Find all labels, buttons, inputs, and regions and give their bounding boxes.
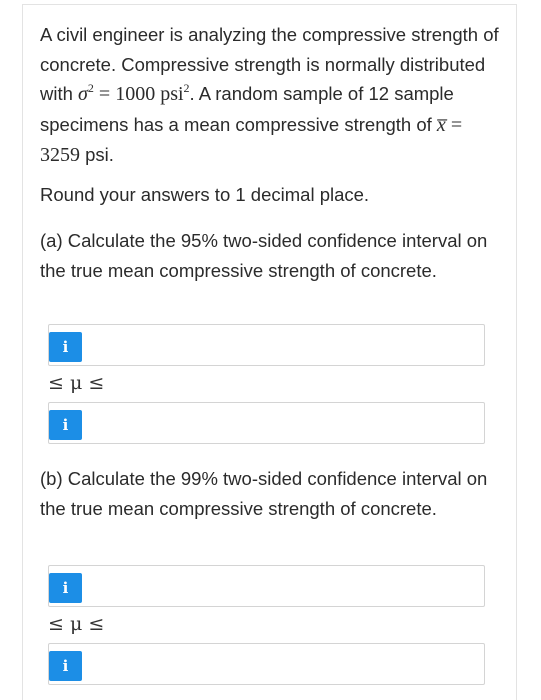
part-a-between-symbol: ≤ μ ≤ — [48, 372, 105, 394]
xbar-symbol: x̅ — [436, 113, 446, 136]
info-icon[interactable]: i — [49, 332, 82, 362]
info-icon[interactable]: i — [49, 573, 82, 603]
intro-end-text: psi. — [80, 144, 114, 165]
psi-exponent: 2 — [183, 81, 190, 95]
xbar-value: = 3259 — [40, 113, 463, 166]
sigma-value: = 1000 psi — [93, 83, 184, 105]
part-b-upper-answer — [48, 643, 485, 685]
sigma-exponent: 2 — [87, 81, 94, 95]
sigma-expression — [78, 83, 190, 105]
part-b-lower-input[interactable] — [84, 566, 484, 606]
part-b-upper-input[interactable] — [84, 644, 484, 684]
part-b-between-symbol: ≤ μ ≤ — [48, 613, 105, 635]
intro-text: A civil engineer is analyzing the compressive strength of concrete. Compressive strength is normally distributed with — [40, 24, 499, 104]
part-a-upper-answer — [48, 402, 485, 444]
part-a-lower-answer — [48, 324, 485, 366]
part-a-prompt: (a) Calculate the 95% two-sided confidence interval on the true mean compressive strength of concrete. — [40, 230, 488, 281]
info-icon[interactable]: i — [49, 410, 82, 440]
problem-statement — [40, 20, 500, 171]
rounding-instruction: Round your answers to 1 decimal place. — [40, 184, 370, 205]
sigma-symbol: σ — [78, 83, 88, 105]
info-icon[interactable]: i — [49, 651, 82, 681]
part-a-upper-input[interactable] — [84, 403, 484, 443]
part-a-lower-input[interactable] — [84, 325, 484, 365]
part-b-lower-answer — [48, 565, 485, 607]
intro-mid-text: . A random sample of 12 sample specimens has a mean compressive strength of — [40, 83, 454, 135]
part-b-prompt: (b) Calculate the 99% two-sided confidence interval on the true mean compressive strength of concrete. — [40, 468, 488, 519]
